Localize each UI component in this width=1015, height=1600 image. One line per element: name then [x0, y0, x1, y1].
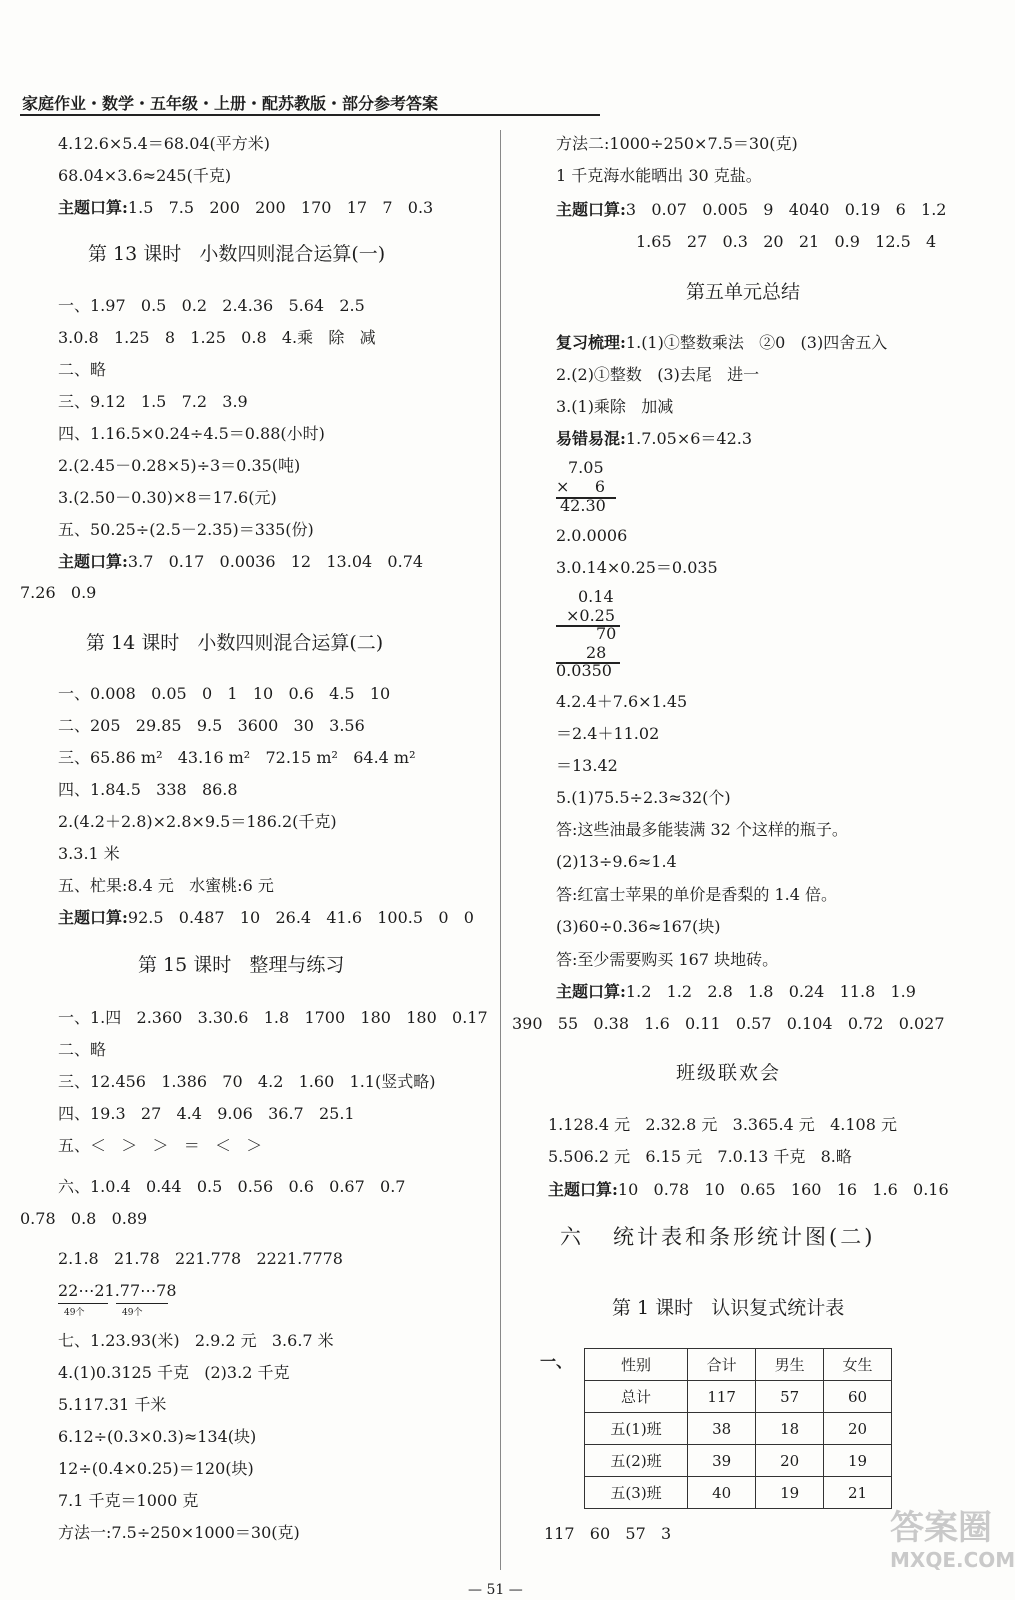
vertical-calc-line: 7.05 — [568, 458, 604, 477]
answer-line: 5.117.31 千米 — [58, 1395, 167, 1414]
mental-math-line — [556, 200, 946, 220]
table-cell: 21 — [824, 1477, 892, 1509]
answer-line: 4.12.6×5.4＝68.04(平方米) — [58, 134, 271, 153]
mental-math-values: 3.7 0.17 0.0036 12 13.04 0.74 — [127, 552, 424, 571]
answer-line: 五、杧果:8.4 元 水蜜桃:6 元 — [58, 876, 274, 895]
answer-line: 12÷(0.4×0.25)＝120(块) — [58, 1459, 254, 1478]
answer-line: 四、19.3 27 4.4 9.06 36.7 25.1 — [58, 1104, 355, 1123]
answer-line: 方法二:1000÷250×7.5＝30(克) — [556, 134, 798, 153]
table-header-cell: 合计 — [688, 1349, 756, 1381]
table-row — [585, 1381, 892, 1413]
page-number: — 51 — — [468, 1582, 523, 1598]
answer-line: 5.(1)75.5÷2.3≈32(个) — [556, 788, 731, 807]
answer-line: 三、65.86 m² 43.16 m² 72.15 m² 64.4 m² — [58, 748, 416, 767]
answer-line: 四、1.84.5 338 86.8 — [58, 780, 238, 799]
answer-line: 三、9.12 1.5 7.2 3.9 — [58, 392, 248, 411]
answer-line: 5.506.2 元 6.15 元 7.0.13 千克 8.略 — [548, 1147, 852, 1166]
answer-line: 68.04×3.6≈245(千克) — [58, 166, 232, 185]
answer-line: 2.(2)①整数 (3)去尾 进一 — [556, 365, 760, 384]
answer-line: 一、1.97 0.5 0.2 2.4.36 5.64 2.5 — [58, 296, 365, 315]
mental-math-line — [58, 198, 433, 218]
brace-count: 49个 — [64, 1308, 85, 1318]
watermark-domain: MXQE.COM — [890, 1548, 1015, 1572]
answer-line: 五、＜ ＞ ＞ ＝ ＜ ＞ — [58, 1136, 263, 1155]
mental-math-line — [58, 908, 474, 928]
vertical-calc-line: 0.14 — [578, 587, 614, 606]
answer-line: 3.(1)乘除 加减 — [556, 397, 674, 416]
answer-line: 1.128.4 元 2.32.8 元 3.365.4 元 4.108 元 — [548, 1115, 897, 1134]
table-cell: 38 — [688, 1413, 756, 1445]
column-divider — [500, 130, 501, 1570]
section-heading-party: 班级联欢会 — [676, 1062, 782, 1084]
answer-line: 117 60 57 3 — [544, 1524, 672, 1543]
table-row — [585, 1445, 892, 1477]
mental-math-label: 主题口算: — [58, 198, 128, 217]
mental-math-label: 主题口算: — [58, 552, 128, 571]
section-heading-unit5: 第五单元总结 — [686, 281, 801, 303]
error-values: 1.7.05×6＝42.3 — [625, 429, 753, 448]
table-cell: 39 — [688, 1445, 756, 1477]
answer-line: 二、略 — [58, 1040, 107, 1059]
running-header: 家庭作业・数学・五年级・上册・配苏教版・部分参考答案 — [22, 94, 439, 113]
table-header-cell: 男生 — [756, 1349, 824, 1381]
answer-line: 3.3.1 米 — [58, 844, 120, 863]
table-cell: 60 — [824, 1381, 892, 1413]
vertical-calc-result: 0.0350 — [556, 661, 612, 680]
table-cell: 57 — [756, 1381, 824, 1413]
watermark-logo: 答案圈 — [890, 1508, 992, 1548]
mental-math-values: 1.5 7.5 200 200 170 17 7 0.3 — [127, 198, 434, 217]
table-cell: 20 — [824, 1413, 892, 1445]
mental-math-values: 1.2 1.2 2.8 1.8 0.24 11.8 1.9 — [625, 982, 916, 1001]
mental-math-values: 10 0.78 10 0.65 160 16 1.6 0.16 — [617, 1180, 949, 1199]
answer-line: 7.26 0.9 — [20, 583, 97, 602]
table-header-cell: 女生 — [824, 1349, 892, 1381]
table-header-cell: 性别 — [585, 1349, 688, 1381]
answer-line: 答:红富士苹果的单价是香梨的 1.4 倍。 — [556, 885, 838, 904]
section-heading-13: 第 13 课时 小数四则混合运算(一) — [88, 243, 386, 265]
mental-math-label: 主题口算: — [556, 200, 626, 219]
section-heading-14: 第 14 课时 小数四则混合运算(二) — [86, 632, 384, 654]
answer-line: 4.2.4＋7.6×1.45 — [556, 692, 688, 711]
table-cell: 总计 — [585, 1381, 688, 1413]
answer-line: 1 千克海水能晒出 30 克盐。 — [556, 166, 762, 185]
answer-line: 答:至少需要购买 167 块地砖。 — [556, 950, 779, 969]
answer-line: 6.12÷(0.3×0.3)≈134(块) — [58, 1427, 257, 1446]
review-line — [556, 333, 887, 353]
answer-line: 六、1.0.4 0.44 0.5 0.56 0.6 0.67 0.7 — [58, 1177, 406, 1196]
mental-math-label: 主题口算: — [548, 1180, 618, 1199]
table-cell: 40 — [688, 1477, 756, 1509]
compound-stats-table — [584, 1348, 892, 1509]
answer-line: 390 55 0.38 1.6 0.11 0.57 0.104 0.72 0.027 — [512, 1014, 945, 1033]
answer-line: 7.1 千克＝1000 克 — [58, 1491, 199, 1510]
header-rule — [20, 114, 600, 116]
answer-line: 2.(4.2＋2.8)×2.8×9.5＝186.2(千克) — [58, 812, 337, 831]
brace-mark — [58, 1303, 108, 1304]
vertical-calc-result: 42.30 — [560, 496, 606, 515]
answer-line: 2.1.8 21.78 221.778 2221.7778 — [58, 1249, 343, 1268]
table-cell: 五(2)班 — [585, 1445, 688, 1477]
lesson-heading: 第 1 课时 认识复式统计表 — [612, 1297, 845, 1319]
chapter-heading-6: 六 统计表和条形统计图(二) — [560, 1225, 876, 1249]
vertical-calc-line: 28 — [586, 643, 607, 662]
vertical-calc-line: × 6 — [556, 477, 606, 496]
table-cell: 五(3)班 — [585, 1477, 688, 1509]
table-header-row — [585, 1349, 892, 1381]
mental-math-line — [58, 552, 423, 572]
answer-line: 一、0.008 0.05 0 1 10 0.6 4.5 10 — [58, 684, 391, 703]
answer-line: ＝13.42 — [556, 756, 618, 775]
mental-math-label: 主题口算: — [556, 982, 626, 1001]
mental-math-line — [556, 982, 916, 1002]
error-label: 易错易混: — [556, 429, 626, 448]
answer-line: 2.0.0006 — [556, 526, 628, 545]
question-label: 一、 — [540, 1352, 573, 1371]
answer-line: 0.78 0.8 0.89 — [20, 1209, 148, 1228]
answer-line: 1.65 27 0.3 20 21 0.9 12.5 4 — [636, 232, 937, 251]
answer-line: 二、205 29.85 9.5 3600 30 3.56 — [58, 716, 365, 735]
table-cell: 19 — [756, 1477, 824, 1509]
answer-line: 二、略 — [58, 360, 107, 379]
answer-line: 四、1.16.5×0.24÷4.5＝0.88(小时) — [58, 424, 325, 443]
answer-line: 3.0.8 1.25 8 1.25 0.8 4.乘 除 减 — [58, 328, 376, 347]
review-values: 1.(1)①整数乘法 ②0 (3)四舍五入 — [625, 333, 888, 352]
repeating-decimal: 22⋯21.77⋯78 — [58, 1281, 177, 1300]
answer-line: 答:这些油最多能装满 32 个这样的瓶子。 — [556, 820, 848, 839]
mental-math-label: 主题口算: — [58, 908, 128, 927]
mental-math-line — [548, 1180, 949, 1200]
answer-line: 4.(1)0.3125 千克 (2)3.2 千克 — [58, 1363, 290, 1382]
table-cell: 18 — [756, 1413, 824, 1445]
answer-line: 七、1.23.93(米) 2.9.2 元 3.6.7 米 — [58, 1331, 334, 1350]
error-line — [556, 429, 752, 449]
answer-line: 五、50.25÷(2.5－2.35)＝335(份) — [58, 520, 314, 539]
table-row — [585, 1477, 892, 1509]
answer-line: 一、1.四 2.360 3.30.6 1.8 1700 180 180 0.17 — [58, 1008, 488, 1027]
brace-count: 49个 — [122, 1308, 143, 1318]
table-cell: 五(1)班 — [585, 1413, 688, 1445]
vertical-calc-line: 70 — [596, 624, 617, 643]
answer-line: 3.0.14×0.25＝0.035 — [556, 558, 718, 577]
section-heading-15: 第 15 课时 整理与练习 — [138, 954, 345, 976]
table-row — [585, 1413, 892, 1445]
answer-line: (2)13÷9.6≈1.4 — [556, 852, 677, 871]
mental-math-values: 92.5 0.487 10 26.4 41.6 100.5 0 0 — [127, 908, 474, 927]
answer-line: 3.(2.50－0.30)×8＝17.6(元) — [58, 488, 277, 507]
mental-math-values: 3 0.07 0.005 9 4040 0.19 6 1.2 — [625, 200, 947, 219]
answer-line: 方法一:7.5÷250×1000＝30(克) — [58, 1523, 300, 1542]
answer-line: (3)60÷0.36≈167(块) — [556, 917, 721, 936]
table-cell: 19 — [824, 1445, 892, 1477]
vertical-calc-line: ×0.25 — [566, 606, 616, 625]
answer-line: ＝2.4＋11.02 — [556, 724, 660, 743]
review-label: 复习梳理: — [556, 333, 626, 352]
brace-mark — [116, 1303, 168, 1304]
answer-line: 2.(2.45－0.28×5)÷3＝0.35(吨) — [58, 456, 301, 475]
answer-line: 三、12.456 1.386 70 4.2 1.60 1.1(竖式略) — [58, 1072, 436, 1091]
table-cell: 117 — [688, 1381, 756, 1413]
table-cell: 20 — [756, 1445, 824, 1477]
